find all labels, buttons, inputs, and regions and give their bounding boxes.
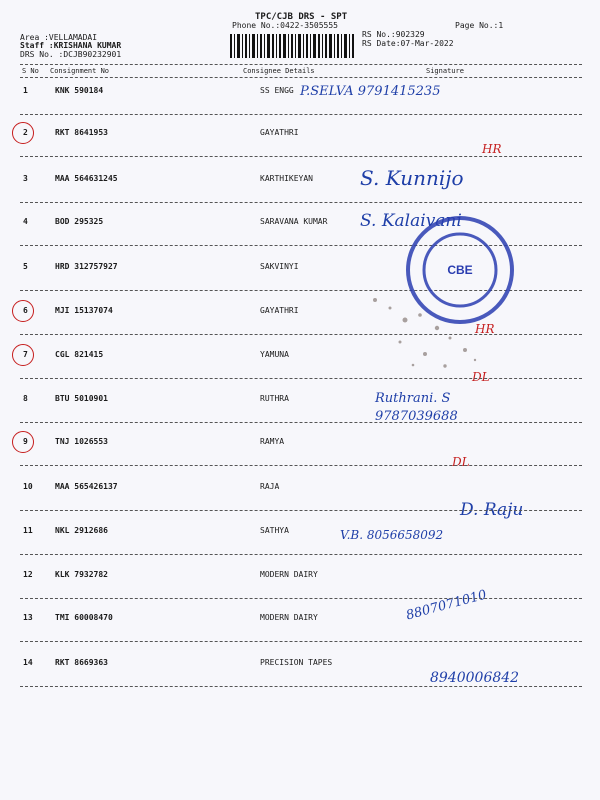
table-row	[0, 613, 600, 658]
row-consignment: MAA 565426137	[55, 482, 118, 491]
handwritten-mark: DL	[452, 455, 470, 469]
row-consignee: GAYATHRI	[260, 128, 299, 137]
drs-number: DRS No. :DCJB90232901	[20, 50, 122, 59]
row-sno: 11	[23, 526, 33, 535]
row-divider	[20, 598, 582, 599]
column-header-consignment: Consignment No	[50, 67, 110, 75]
row-consignee: SAKVINYI	[260, 262, 299, 271]
handwritten-mark: HR	[482, 142, 502, 156]
row-divider	[20, 378, 582, 379]
row-divider	[20, 334, 582, 335]
row-consignment: MJI 15137074	[55, 306, 113, 315]
table-row	[0, 350, 600, 395]
table-row	[0, 86, 600, 131]
handwritten-signature: 8807071010	[404, 587, 489, 624]
row-consignment: NKL 2912686	[55, 526, 108, 535]
table-row	[0, 658, 600, 703]
stamp-city: CBE	[447, 263, 473, 277]
row-sno: 2	[23, 128, 28, 137]
row-consignee: YAMUNA	[260, 350, 289, 359]
barcode-icon	[230, 34, 354, 58]
row-consignment: BOD 295325	[55, 217, 104, 226]
row-consignment: TNJ 1026553	[55, 437, 108, 446]
column-header-sno: S No	[22, 67, 39, 75]
row-sno: 3	[23, 174, 28, 183]
staff-label: Staff :KRISHANA KUMAR	[20, 41, 122, 50]
row-consignment: TMI 60008470	[55, 613, 113, 622]
row-consignee: PRECISION TAPES	[260, 658, 333, 667]
row-sno: 6	[23, 306, 28, 315]
column-header-consignee: Consignee Details	[243, 67, 315, 75]
row-consignee: SS ENGG	[260, 86, 294, 95]
handwritten-signature: Ruthrani. S 9787039688	[375, 391, 458, 424]
row-consignee: KARTHIKEYAN	[260, 174, 313, 183]
row-divider	[20, 202, 582, 203]
row-consignee: MODERN DAIRY	[260, 570, 318, 579]
row-consignment: RKT 8641953	[55, 128, 108, 137]
row-sno: 9	[23, 437, 28, 446]
handwritten-signature: 8940006842	[430, 670, 520, 686]
handwritten-signature: S. Kunnijo	[360, 166, 464, 190]
handwritten-mark: HR	[475, 322, 495, 336]
row-consignment: KLK 7932782	[55, 570, 108, 579]
document-title: TPC/CJB DRS - SPT	[255, 12, 348, 22]
row-consignment: HRD 312757927	[55, 262, 118, 271]
row-divider	[20, 114, 582, 115]
row-divider	[20, 465, 582, 466]
table-row	[0, 128, 600, 173]
row-consignee: RAMYA	[260, 437, 285, 446]
row-sno: 7	[23, 350, 28, 359]
rs-number: RS No.:902329	[362, 30, 425, 39]
row-consignee: SATHYA	[260, 526, 289, 535]
column-header-signature: Signature	[426, 67, 464, 75]
row-sno: 5	[23, 262, 28, 271]
row-sno: 4	[23, 217, 28, 226]
header-divider-bottom	[20, 77, 582, 78]
handwritten-signature: D. Raju	[460, 500, 524, 520]
row-divider	[20, 422, 582, 423]
row-consignment: KNK 590184	[55, 86, 104, 95]
row-divider	[20, 156, 582, 157]
table-row	[0, 482, 600, 527]
row-divider	[20, 554, 582, 555]
row-divider	[20, 686, 582, 687]
row-divider	[20, 510, 582, 511]
row-consignment: BTU 5010901	[55, 394, 108, 403]
row-consignment: RKT 8669363	[55, 658, 108, 667]
rs-date: RS Date:07-Mar-2022	[362, 39, 454, 48]
row-consignee: MODERN DAIRY	[260, 613, 318, 622]
row-sno: 14	[23, 658, 33, 667]
area-label: Area :VELLAMADAI	[20, 33, 98, 42]
row-sno: 10	[23, 482, 33, 491]
row-sno: 12	[23, 570, 33, 579]
row-consignee: GAYATHRI	[260, 306, 299, 315]
header-divider-top	[20, 64, 582, 65]
row-consignment: MAA 564631245	[55, 174, 118, 183]
ink-smudge-icon	[355, 280, 495, 380]
page-number: Page No.:1	[455, 21, 504, 30]
row-consignee: RAJA	[260, 482, 280, 491]
row-sno: 8	[23, 394, 28, 403]
handwritten-mark: DL	[472, 370, 490, 384]
row-consignee: RUTHRA	[260, 394, 289, 403]
handwritten-signature: S. Kalaivani	[360, 211, 462, 231]
table-row	[0, 526, 600, 571]
row-divider	[20, 641, 582, 642]
row-consignment: CGL 821415	[55, 350, 104, 359]
table-row	[0, 437, 600, 482]
handwritten-signature: P.SELVA 9791415235	[300, 84, 441, 99]
phone-number: Phone No.:0422-3505555	[232, 21, 338, 30]
table-row	[0, 391, 600, 439]
row-sno: 1	[23, 86, 28, 95]
row-consignee: SARAVANA KUMAR	[260, 217, 328, 226]
row-sno: 13	[23, 613, 33, 622]
handwritten-signature: V.B. 8056658092	[340, 528, 444, 542]
